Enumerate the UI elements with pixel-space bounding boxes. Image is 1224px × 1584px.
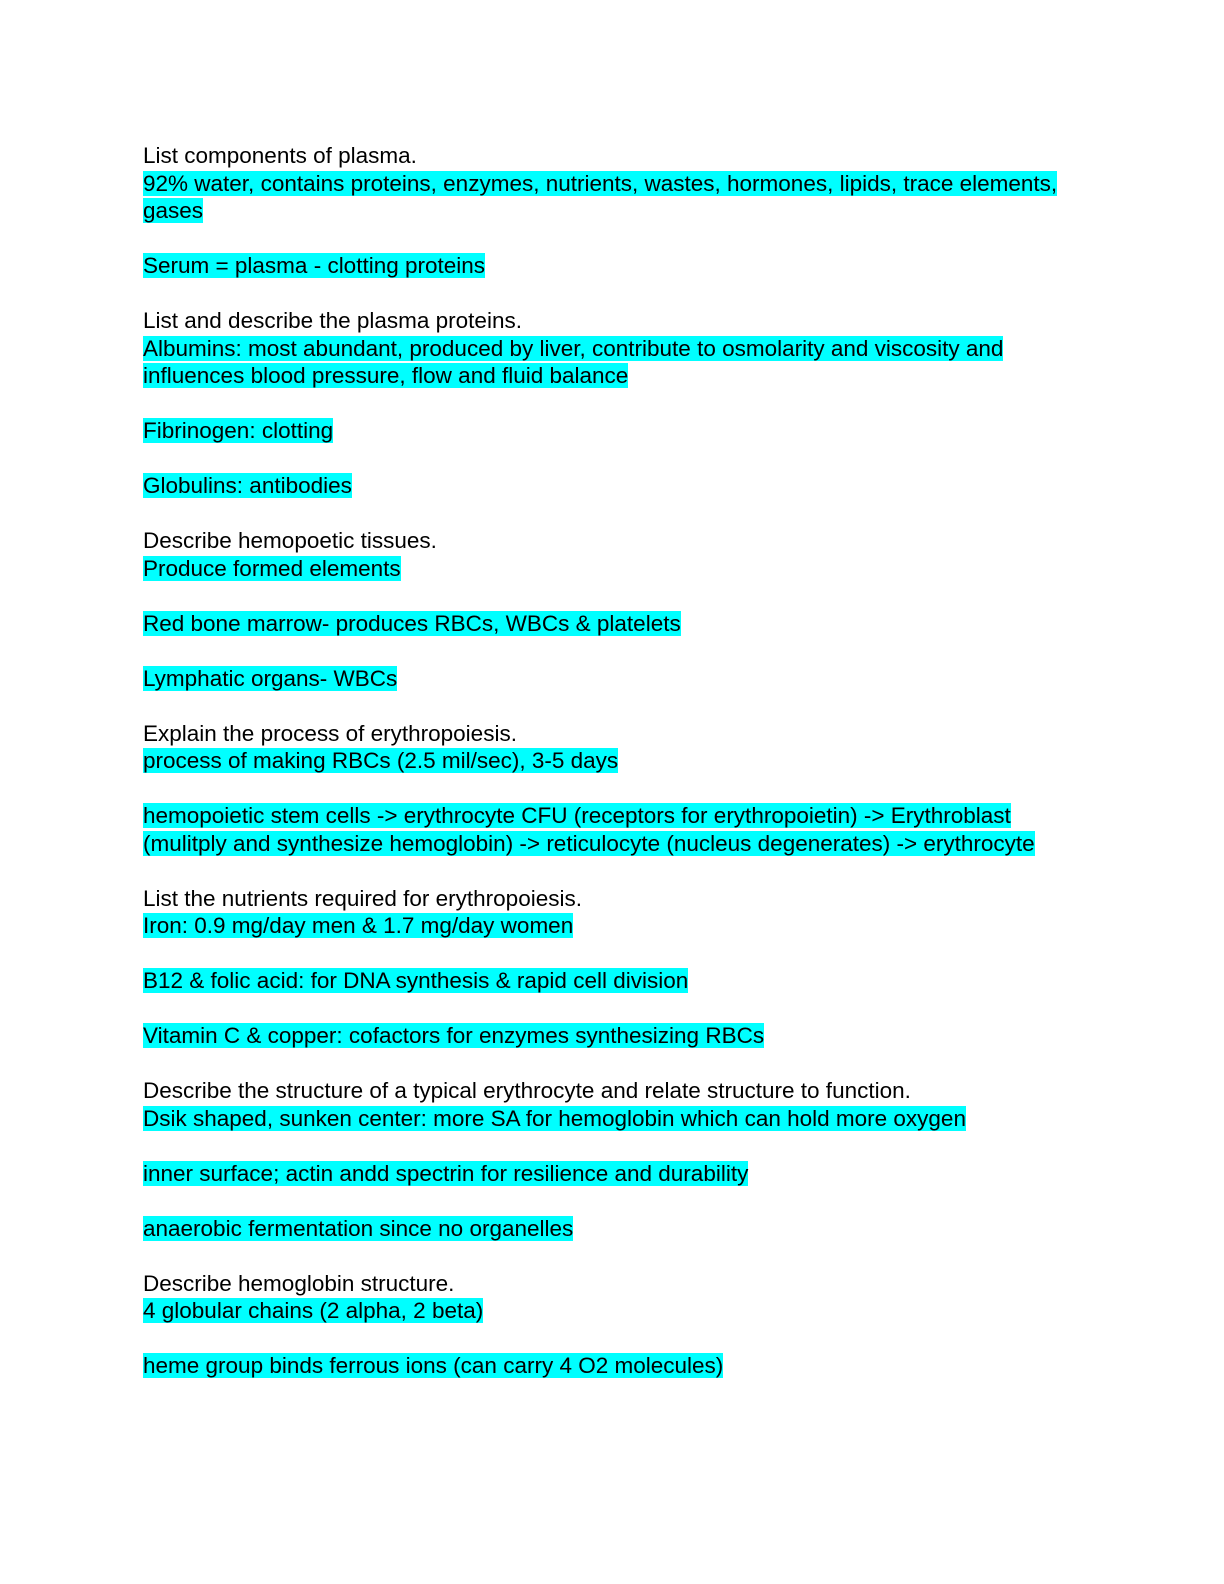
highlighted-answer: hemopoietic stem cells -> erythrocyte CFU (receptors for erythropoietin) -> Erythroblast (mulitply and synthesize hemoglobin) -> reticulocyte (nucleus degenerates) -> erythrocyte (143, 803, 1035, 856)
answer (143, 665, 1073, 693)
question-erythropoiesis-nutrients: List the nutrients required for erythropoiesis. (143, 885, 582, 911)
highlighted-answer: Lymphatic organs- WBCs (143, 665, 398, 691)
answer (143, 1022, 1073, 1050)
highlighted-answer: Fibrinogen: clotting (143, 418, 334, 443)
highlighted-answer: 92% water, contains proteins, enzymes, nutrients, wastes, hormones, lipids, trace elements, gases (143, 170, 1058, 223)
answer (143, 1352, 1073, 1380)
question-erythrocyte-structure: Describe the structure of a typical erythrocyte and relate structure to function. (143, 1078, 911, 1103)
highlighted-answer: anaerobic fermentation since no organelles (143, 1215, 574, 1241)
highlighted-answer: heme group binds ferrous ions (can carry 4 O2 molecules) (143, 1353, 724, 1378)
study-notes (143, 142, 1073, 1380)
highlighted-answer: inner surface; actin andd spectrin for resilience and durability (143, 1160, 749, 1186)
answer (143, 335, 1073, 390)
highlighted-answer: process of making RBCs (2.5 mil/sec), 3-5 days (143, 748, 619, 773)
answer (143, 472, 1073, 500)
answer (143, 1215, 1073, 1243)
answer (143, 417, 1073, 445)
answer (143, 555, 1073, 583)
question-hemopoetic-tissues: Describe hemopoetic tissues. (143, 528, 437, 553)
highlighted-answer: Produce formed elements (143, 555, 401, 581)
answer (143, 1105, 1073, 1133)
highlighted-answer: Globulins: antibodies (143, 473, 352, 498)
answer (143, 747, 1073, 775)
answer (143, 802, 1073, 857)
highlighted-answer: Serum = plasma - clotting proteins (143, 253, 486, 278)
answer (143, 252, 1073, 280)
answer (143, 967, 1073, 995)
answer (143, 912, 1073, 940)
answer (143, 170, 1073, 225)
question-erythropoiesis-process: Explain the process of erythropoiesis. (143, 720, 517, 746)
question-plasma-components: List components of plasma. (143, 143, 417, 168)
highlighted-answer: Red bone marrow- produces RBCs, WBCs & platelets (143, 610, 681, 636)
answer (143, 610, 1073, 638)
highlighted-answer: 4 globular chains (2 alpha, 2 beta) (143, 1298, 484, 1323)
highlighted-answer: Albumins: most abundant, produced by liver, contribute to osmolarity and viscosity and influences blood pressure, flow and fluid balance (143, 335, 1004, 388)
highlighted-answer: Iron: 0.9 mg/day men & 1.7 mg/day women (143, 913, 574, 938)
highlighted-answer: Dsik shaped, sunken center: more SA for hemoglobin which can hold more oxygen (143, 1105, 966, 1131)
highlighted-answer: B12 & folic acid: for DNA synthesis & rapid cell division (143, 968, 689, 993)
answer (143, 1160, 1073, 1188)
answer (143, 1297, 1073, 1325)
question-plasma-proteins: List and describe the plasma proteins. (143, 308, 522, 333)
question-hemoglobin-structure: Describe hemoglobin structure. (143, 1270, 455, 1296)
highlighted-answer: Vitamin C & copper: cofactors for enzymes synthesizing RBCs (143, 1023, 765, 1048)
